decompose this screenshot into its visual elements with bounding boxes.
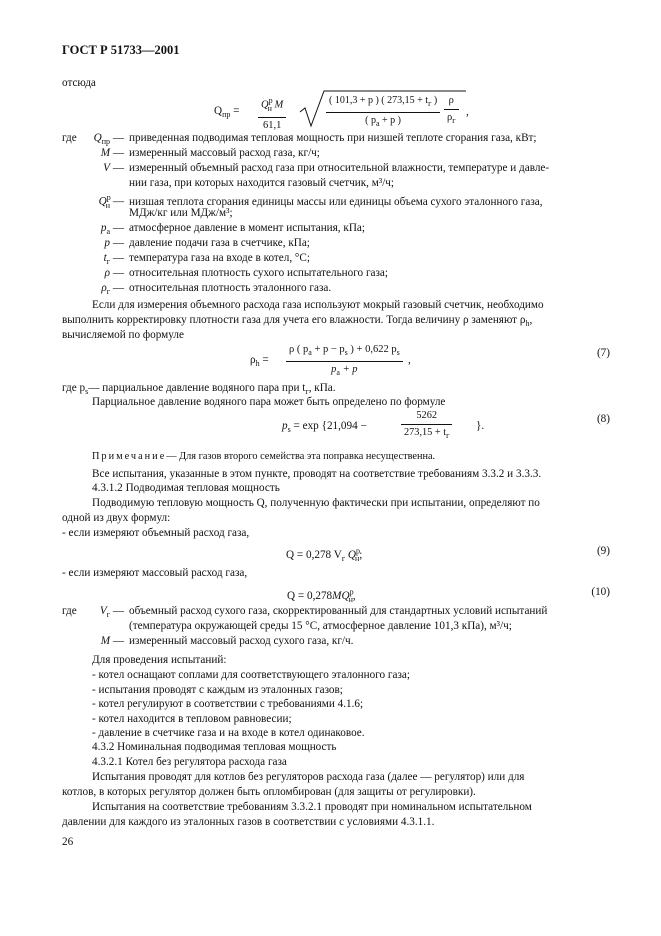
condition-item: - котел регулируют в соответствии с требованиями 4.1.6; <box>92 698 364 710</box>
page-number: 26 <box>62 836 74 848</box>
paragraph-wet-meter-3: вычисляемой по формуле <box>62 329 184 341</box>
definition-row: p — давление подачи газа в счетчике, кПа; <box>104 237 310 249</box>
paragraph-tests-2a: Испытания на соответствие требованиям 3.3.2.1 проводят при номинальном испытательном <box>92 801 532 813</box>
paragraph-q-1: Подводимую тепловую мощность Q, полученную фактически при испытании, определяют по <box>92 497 540 509</box>
item-mass: - если измеряют массовый расход газа, <box>62 567 248 579</box>
definition-row: нии газа, при которых находится газовый счетчик, м³/ч; <box>129 177 395 189</box>
paragraph-tests-2b: давлении для каждого из эталонных газов в соответствии с условиями 4.3.1.1. <box>62 816 435 828</box>
definition-row: $p_а$ — атмосферное давление в момент испытания, кПа; <box>100 222 365 237</box>
formula-7-label: (7) <box>596 347 610 359</box>
paragraph-partial-pressure: Парциальное давление водяного пара может быть определено по формуле <box>92 396 446 408</box>
note: Примечание— Для газов второго семейства эта поправка несущественна. <box>92 451 436 462</box>
definition-row: где $Q_{пр}$ — приведенная подводимая тепловая мощность при низшей теплоте сгорания газа, кВт; <box>62 132 537 147</box>
definition-row: M — измеренный массовый расход сухого газа, кг/ч. <box>100 635 354 647</box>
definition-row: ρ — относительная плотность сухого испытательного газа; <box>104 267 388 279</box>
formula-9-label: (9) <box>596 545 610 557</box>
paragraph-all-tests: Все испытания, указанные в этом пункте, проводят на соответствие требованиям 3.3.2 и 3.3.3. <box>92 468 542 480</box>
formula-8: $p_s = \exp \{21,094$ − 5262 $273,15 + t_г$ }. (8) <box>282 410 610 441</box>
definition-row: $t_г$ — температура газа на входе в котел, °С; <box>103 252 310 267</box>
section-4-3-2-1: 4.3.2.1 Котел без регулятора расхода газа <box>92 756 287 768</box>
definition-row: M — измеренный массовый расход газа, кг/ч; <box>100 147 320 159</box>
formula-8-label: (8) <box>596 413 610 425</box>
intro-text: отсюда <box>62 77 96 89</box>
paragraph-tests-1b: котлов, в которых регулятор должен быть опломбирован (для защиты от регулировки). <box>62 786 476 798</box>
paragraph-wet-meter-1: Если для измерения объемного расхода газа используют мокрый газовый счетчик, необходимо <box>92 299 544 311</box>
definition-row: МДж/кг или МДж/м³; <box>129 207 233 219</box>
condition-item: - испытания проводят с каждым из эталонных газов; <box>92 683 343 696</box>
definition-row: V — измеренный объемный расход газа при относительной влажности, температуре и давле- <box>103 162 550 174</box>
paragraph-q-2: одной из двух формул: <box>62 512 171 524</box>
item-volume: - если измеряют объемный расход газа, <box>62 527 250 539</box>
ps-definition: где $p_s—$ парциальное давление водяного пара при $t_г$, кПа. <box>62 382 336 397</box>
formula-7: $\rho_h$ = $\frac{\rho ( p_a + p - p_s ) + 0,622 p_s}{p_a + p}$ , (7) <box>250 344 610 378</box>
section-4-3-1-2: 4.3.1.2 Подводимая тепловая мощность <box>92 482 280 494</box>
definition-row: $\rho_г$ — относительная плотность эталонного газа. <box>101 282 332 297</box>
definition-row: $Q^р_н$ — низшая теплота сгорания единицы массы или единицы объема сухого эталонного газа, <box>98 193 543 210</box>
conditions-title: Для проведения испытаний: <box>92 654 227 666</box>
condition-item: - котел оснащают соплами для соответствующего эталонного газа; <box>92 669 410 681</box>
definition-row: где $V_г$ — объемный расход сухого газа, скорректированный для стандартных условий испытаний <box>62 605 548 620</box>
condition-item: - котел находится в тепловом равновесии; <box>92 712 292 725</box>
condition-item: - давление в счетчике газа и на входе в котел одинаковое. <box>92 727 365 739</box>
definition-row: (температура окружающей среды 15 °С, атмосферное давление 101,3 кПа), м³/ч; <box>129 620 512 632</box>
paragraph-wet-meter-2: выполнить корректировку плотности газа для учета его влажности. Тогда величину ρ заменяют $\rho_h$, <box>62 314 533 329</box>
document-header: ГОСТ Р 51733—2001 <box>62 43 180 57</box>
formula-9: Q = 0,278 $V_г$ $Q^р_н$; (9) <box>286 545 610 563</box>
formula-10-label: (10) <box>591 586 610 598</box>
formula-10: $Q = 0,278MQ^р_н$, (10) <box>287 586 610 604</box>
paragraph-tests-1a: Испытания проводят для котлов без регуляторов расхода газа (далее — регулятор) или для <box>92 771 525 783</box>
section-4-3-2: 4.3.2 Номинальная подводимая тепловая мощность <box>92 741 337 753</box>
